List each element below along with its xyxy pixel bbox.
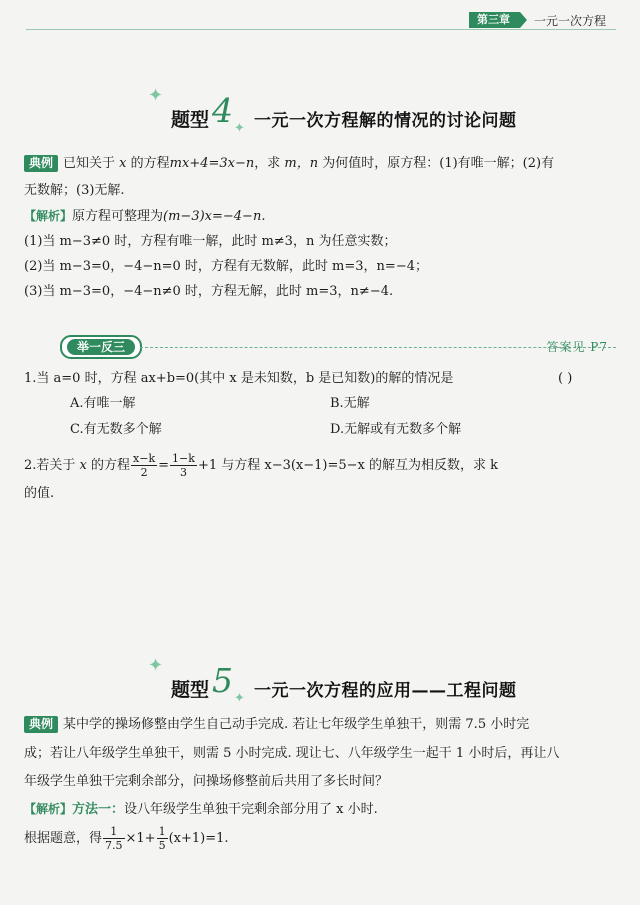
case-3: (3)当 m−3=0，−4−n≠0 时，方程无解，此时 m=3，n≠−4.: [24, 284, 394, 299]
text: 根据题意，得: [24, 831, 103, 846]
numerator: 1: [103, 825, 125, 839]
analysis-tag: 【解析】: [24, 802, 73, 816]
practice-divider: [140, 347, 616, 348]
practice-label: 举一反三: [67, 339, 135, 355]
text: (x+1)=1.: [168, 831, 229, 846]
chapter-header: [469, 12, 606, 28]
section-number: 4: [212, 91, 233, 130]
equation-line: [24, 825, 620, 852]
text: 原方程可整理为: [72, 209, 164, 224]
example-line-2: 无数解；(3)无解.: [24, 183, 125, 198]
fraction: [131, 452, 157, 479]
example-paragraph: [24, 715, 620, 735]
chapter-badge: 第三章: [469, 12, 520, 28]
text: 设八年级学生单独干完剩余部分用了 x 小时.: [124, 802, 378, 817]
text: 的方程: [130, 156, 170, 171]
text: +1 与方程 x−3(x−1)=5−x 的解互为相反数，求 k: [197, 458, 499, 473]
section-heading: 一元一次方程解的情况的讨论问题: [254, 111, 517, 131]
question-2: 2.若关于 x 的方程 $\frac{x-k}{2}$ = $\frac{1-k}{3}$ +1 与方程 x−3(x−1)=5−x 的解互为相反数，求 k: [24, 452, 499, 479]
numerator: 1: [158, 825, 166, 838]
denominator: 7.5: [105, 839, 123, 852]
analysis-line: [24, 799, 620, 820]
sparkle-icon: ✦: [148, 85, 164, 106]
practice-badge: [60, 335, 142, 359]
sparkle-icon: ✦: [234, 121, 245, 136]
math-var: x: [119, 156, 127, 171]
numerator: x−k: [133, 452, 156, 465]
sparkle-icon: ✦: [234, 691, 245, 706]
analysis-line: [24, 206, 620, 227]
fraction: [103, 825, 125, 852]
math-var: x: [79, 458, 87, 473]
example-tag: 典例: [24, 716, 58, 733]
answer-bracket: ( ): [558, 371, 573, 386]
case-2: (2)当 m−3=0，−4−n=0 时，方程有无数解，此时 m=3，n=−4；: [24, 259, 428, 274]
case-1: (1)当 m−3≠0 时，方程有唯一解，此时 m≠3，n 为任意实数；: [24, 234, 397, 249]
answer-reference: 答案见 P7: [546, 340, 608, 354]
math-var: m，n: [284, 156, 319, 171]
option-a: A.有唯一解: [70, 396, 136, 411]
text: 已知关于: [63, 156, 116, 171]
math-expression: (m−3)x=−4−n.: [163, 209, 266, 224]
denominator: 5: [158, 839, 166, 852]
fraction: [170, 452, 197, 479]
chapter-title: 一元一次方程: [533, 13, 606, 28]
analysis-tag: 【解析】: [24, 209, 73, 223]
section-label: 题型: [171, 109, 210, 131]
example-line-3: 年级学生单独干完剩余部分，问操场修整前后共用了多长时间？: [24, 774, 389, 789]
denominator: 3: [179, 466, 187, 479]
question-text: 1.当 a=0 时，方程 ax+b=0(其中 x 是未知数，b 是已知数)的解的情况是: [24, 371, 454, 386]
sparkle-icon: ✦: [148, 655, 164, 676]
text: ，求: [254, 156, 281, 171]
section-heading: 一元一次方程的应用——工程问题: [254, 681, 517, 701]
math-expression: mx+4=3x−n: [169, 156, 255, 171]
section-title-5: [0, 655, 640, 713]
header-divider: [26, 29, 616, 30]
text: 的方程: [91, 458, 131, 473]
section-title-4: [0, 85, 640, 143]
option-d: D.无解或有无数多个解: [330, 422, 462, 437]
example-line-2: 成；若让八年级学生单独干，则需 5 小时完成. 现让七、八年级学生一起干 1 小时后，再让八: [24, 746, 560, 761]
example-tag: 典例: [24, 155, 58, 172]
section-label: 题型: [171, 679, 210, 701]
method-label: 方法一：: [72, 802, 125, 817]
numerator: 1−k: [172, 452, 195, 465]
text: 2.若关于: [24, 458, 76, 473]
question-2-line-2: 的值.: [24, 486, 55, 501]
fraction: [157, 825, 168, 852]
text: ×1+: [125, 831, 156, 846]
option-b: B.无解: [330, 396, 370, 411]
denominator: 2: [140, 466, 148, 479]
section-number: 5: [212, 661, 233, 700]
option-c: C.有无数多个解: [70, 422, 162, 437]
question-1: [24, 369, 620, 389]
text: 为何值时，原方程：(1)有唯一解；(2)有: [322, 156, 555, 171]
text: 某中学的操场修整由学生自己动手完成. 若让七年级学生单独干，则需 7.5 小时完: [63, 717, 530, 732]
example-paragraph: [24, 154, 620, 174]
